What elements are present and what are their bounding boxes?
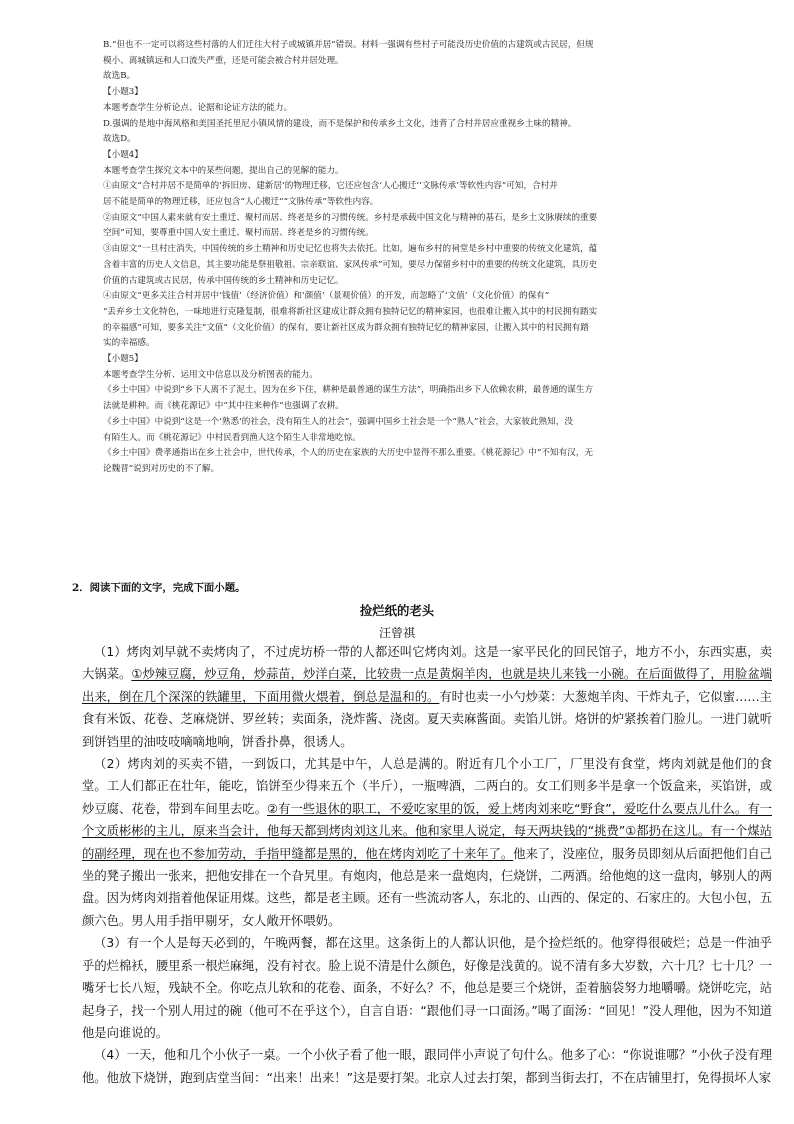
paragraph-text: （2）烤肉刘的买卖不错，一到饭口，尤其是中午，人总是满的。附近有几个小工厂，厂里没有食堂，烤肉刘就是他们的食堂。工人们都正在壮年，能吃，馅饼至少得来五个（半斤），一瓶啤酒，二两白的。女工们则多半是拿一个饭盒来，买馅饼，或炒豆腐、花卷，带到车间里去吃。 — [82, 757, 772, 816]
answer-key-line: 本题考查学生分析、运用文中信息以及分析图表的能力。 — [103, 369, 318, 380]
question-heading: 2．阅读下面的文字，完成下面小题。 — [72, 582, 246, 594]
answer-key-line: ②由原文“中国人素来就有安土重迁、聚村而居、终老是乡的习惯传统。乡村是承载中国文化与精神的基石，是乡土文脉赓续的重要 — [103, 212, 598, 223]
underlined-sentence-3: 有一个煤站的副经理，现在也不参加劳动，手指甲缝都是黑的，他在烤肉刘吃了十来年了。 — [82, 824, 772, 861]
answer-key-line: 故选B。 — [103, 71, 136, 82]
answer-key-section — [103, 38, 723, 478]
paragraph-text: 他来了，没座位，服务员即刻从后面把他们自己坐的凳子搬出一张来，把他安排在一个旮旯里。有炮肉，他总是来一盘炮肉，仨烧饼，二两酒。给他炮的这一盘肉，够别人的两盘。因为烤肉刘指着他保证用煤。这些，都是老主顾。还有一些流动客人，东北的、山西的、保定的、石家庄的。大包小包，五颜六色。男人用手指甲剔牙，女人敞开怀喂奶。 — [82, 846, 772, 928]
article-paragraph-4: （4）一天，他和几个小伙子一桌。一个小伙子看了他一眼，跟同伴小声说了句什么。他多了心：“你说谁哪？”小伙子没有理他。他放下烧饼，跑到店堂当间：“出来！出来！”这是要打架。北京人过去打架，都到当街去打，不在店铺里打，免得损坏人家 — [82, 1048, 772, 1085]
answer-key-line: B.“但也不一定可以将这些村落的人们迁往大村子或城镇并居”错误。材料一强调有些村子可能没历史价值的古建筑或古民居，但规 — [103, 40, 594, 50]
article-body — [82, 641, 772, 1089]
article-paragraph-2 — [82, 753, 772, 932]
answer-key-line: 《乡土中国》中说到“这是一个‘熟悉’的社会，没有陌生人的社会”，强调中国乡土社会是一个“熟人”社会，大家彼此熟知，没 — [103, 416, 573, 427]
underlined-sentence-2: ②有一些退休的职工，不爱吃家里的饭，爱上烤肉刘来吃“野食”，爱吃什么要点儿什么。有一个文质彬彬的主儿，原来当会计，他每天都到烤肉刘这儿来。他和家里人说定，每天两块钱的“挑费” — [82, 801, 772, 839]
answer-key-line: “丢弃乡土文化特色，一味地进行克隆复制，很难将新社区建成让群众拥有独特记忆的精神家园，也很难让搬入其中的村民拥有踏实 — [103, 306, 598, 317]
paragraph-text: （1）烤肉刘早就不卖烤肉了，不过虎坊桥一带的人都还叫它烤肉刘。这是一家平民化的回民馆子，地方不小，东西实惠，卖大锅菜。 — [82, 645, 772, 682]
answer-key-line: 的幸福感”可知，要多关注“文值”（文化价值）的保有，要让新社区成为群众拥有独特记忆的精神家园，让搬入其中的村民拥有踏 — [103, 322, 589, 333]
answer-key-line: 《乡土中国》费孝通指出在乡土社会中，世代传承，个人的历史在家族的大历史中显得不那么重要。《桃花源记》中“不知有汉，无 — [103, 448, 593, 459]
answer-key-line: 法就是耕种。而《桃花源记》中“其中往来种作”也强调了农耕。 — [103, 401, 344, 412]
underlined-sentence-1: ①炒辣豆腐，炒豆角，炒蒜苗，炒洋白菜，比较贵一点是黄焖羊肉，也就是块儿来钱一小碗。在后面做得了，用脸盆端出来，倒在几个深深的铁罐里，下面用微火煨着，倒总是温和的。 — [82, 667, 772, 704]
answer-key-line: ④由原文“更多关注合村并居中‘钱值’（经济价值）和‘颜值’（景观价值）的开发，而忽略了‘文值’（文化价值）的保有” — [103, 291, 550, 302]
answer-key-line: 价值的古建筑或古民居，传承中国传统的乡土精神和历史记忆。 — [103, 275, 344, 286]
answer-key-line: 本题考查学生探究文本中的某些问题，提出自己的见解的能力。 — [103, 165, 344, 176]
answer-key-line: 论魏晋”说到对历史的不了解。 — [103, 463, 220, 474]
answer-key-line: ③由原文“一旦村庄消失，中国传统的乡土精神和历史记忆也将失去依托。比如，遍布乡村的祠堂是乡村中重要的传统文化建筑，蕴 — [103, 244, 598, 255]
answer-key-line: 本题考查学生分析论点、论据和论证方法的能力。 — [103, 102, 293, 113]
answer-key-line: 空间”可知，要尊重中国人安土重迁、聚村而居、终老是乡的习惯传统。 — [103, 228, 374, 239]
article-paragraph-1 — [82, 641, 772, 753]
paragraph-text: 有时也卖一小勺炒菜：大葱炮羊肉、干炸丸子，它似蜜……主食有米饭、花卷、芝麻烧饼、罗丝转；卖面条，浇炸酱、浇卤。夏天卖麻酱面。卖馅儿饼。烙饼的炉紧挨着门脸儿。一进门就听到饼铛里的油吱吱嘀嘀地响，饼香扑鼻，很诱人。 — [82, 689, 772, 749]
answer-key-line: D.强调的是地中海风格和美国圣托里尼小镇风情的建设，而不是保护和传承乡土文化，违背了合村并居应重视乡土味的精神。 — [103, 118, 577, 129]
article-author: 汪曾祺 — [378, 626, 415, 640]
underlined-sentence-2-end: ①都扔在这儿。 — [625, 824, 711, 839]
answer-key-line: 【小题4】 — [103, 149, 143, 160]
answer-key-line: 模小、离城镇远和人口流失严重，还是可能会被合村并居处理。 — [103, 55, 344, 66]
answer-key-line: 含着丰富的历史人文信息，其主要功能是祭祖敬祖、宗亲联谊、家风传承”可知，要尽力保留乡村中的重要的传统文化建筑，具历史 — [103, 259, 598, 270]
answer-key-line: 【小题3】 — [103, 87, 143, 98]
answer-key-line: 居不能是简单的物理迁移，还应包含“人心搬迁”“文脉传承”等软性内容。 — [103, 197, 379, 208]
answer-key-line: 《乡土中国》中说到“乡下人离不了泥土，因为在乡下住，耕种是最普通的谋生方法”，明确指出乡下人依赖农耕，最普通的谋生方 — [103, 385, 594, 396]
article-paragraph-3: （3）有一个人是每天必到的，午晚两餐，都在这里。这条街上的人都认识他，是个捡烂纸的。他穿得很破烂；总是一件油乎乎的烂棉袄，腰里系一根烂麻绳，没有衬衣。脸上说不清是什么颜色，好像是浅黄的。说不清有多大岁数，六十几？七十几？一嘴牙七长八短，残缺不全。你吃点儿软和的花卷、面条，不好么？不，他总是要三个烧饼，歪着脑袋努力地嚼嚼。烧饼吃完，站起身子，找一个别人用过的碗（他可不在乎这个），自言自语：“跟他们寻一口面汤。”喝了面汤：“回见！”没人理他，因为不知道他是向谁说的。 — [82, 936, 772, 1040]
article-title: 捡烂纸的老头 — [359, 603, 435, 618]
answer-key-line: 有陌生人。而《桃花源记》中村民看到渔人这个陌生人非常地吃惊。 — [103, 432, 361, 443]
answer-key-line: ①由原文“合村并居不是简单的‘拆旧房、建新居’的物理迁移，它还应包含‘人心搬迁’‘文脉传承’等软性内容”可知，合村并 — [103, 181, 558, 192]
answer-key-line: 【小题5】 — [103, 354, 143, 365]
answer-key-line: 故选D。 — [103, 134, 136, 145]
answer-key-line: 实的幸福感。 — [103, 338, 155, 349]
